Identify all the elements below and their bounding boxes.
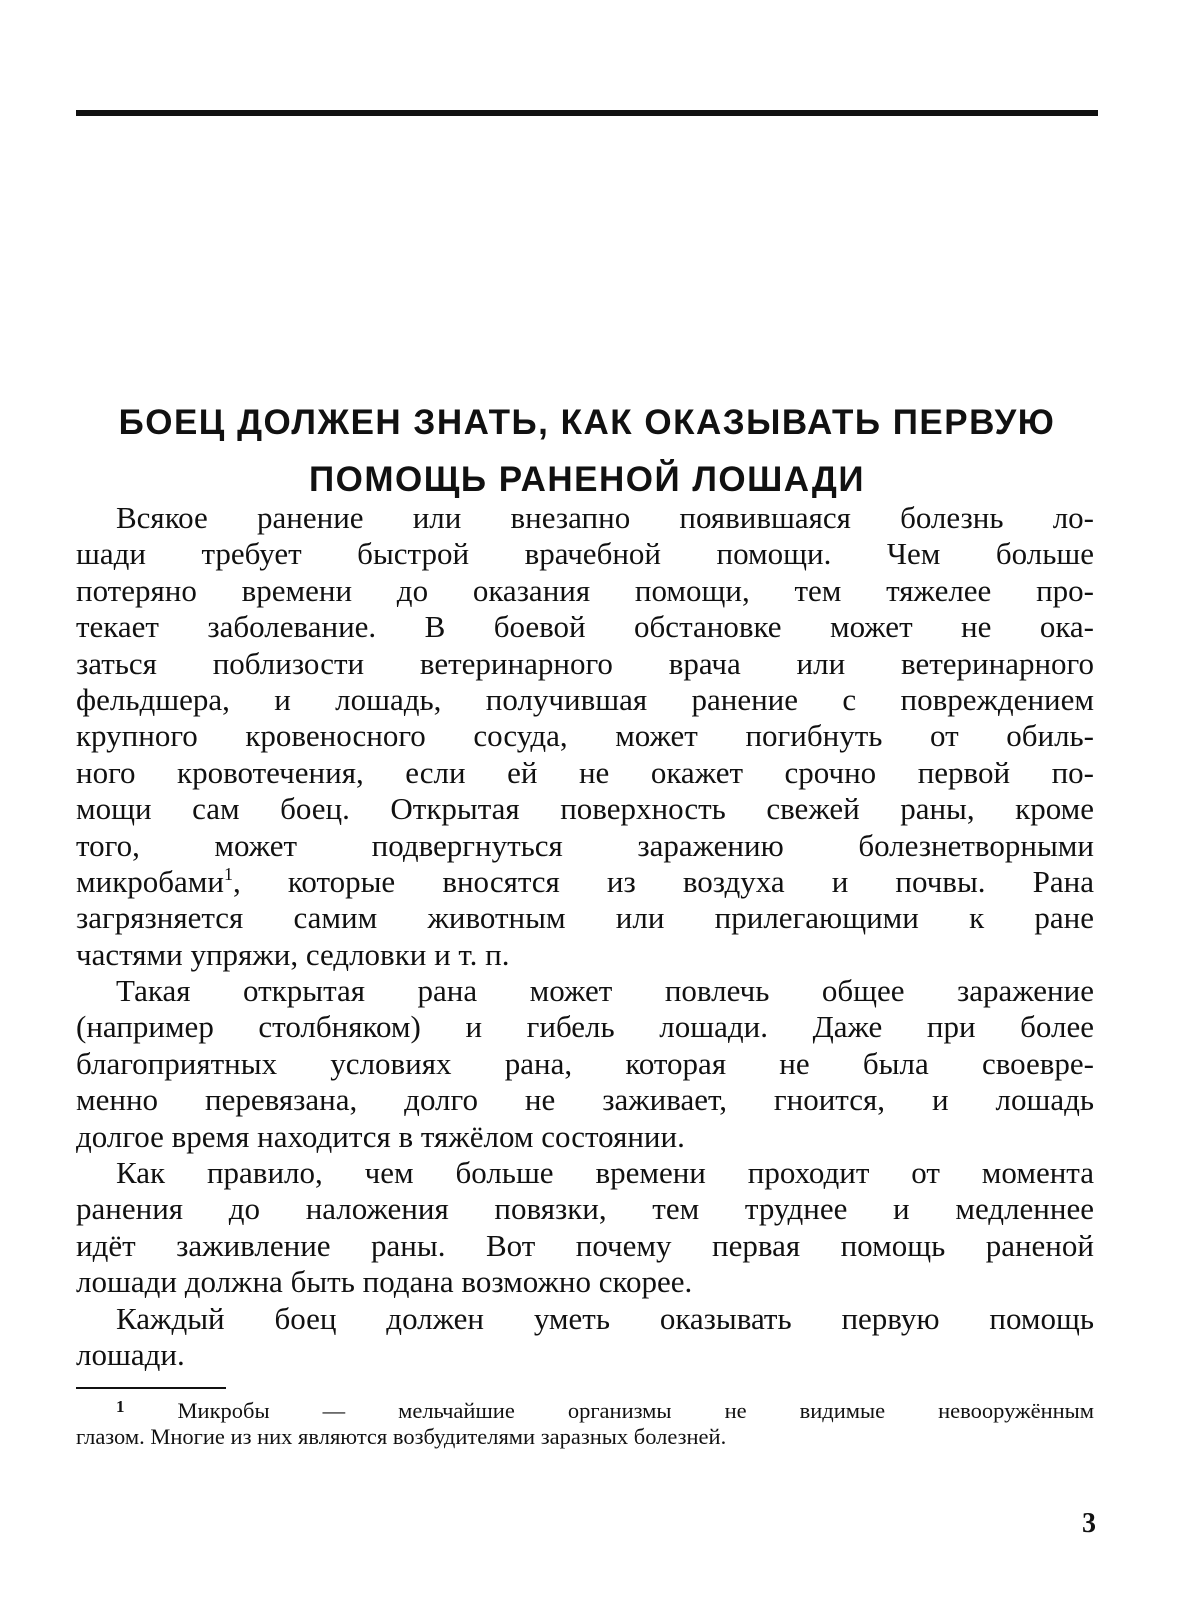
text-line: менно перевязана, долго не заживает, гноится, и лошадь: [76, 1082, 1094, 1118]
text-line: лошади.: [76, 1336, 185, 1372]
text-line: Как правило, чем больше времени проходит от момента: [116, 1155, 1094, 1191]
text-line: Такая открытая рана может повлечь общее заражение: [116, 973, 1094, 1009]
text-line: загрязняется самим животным или прилегающими к ране: [76, 900, 1094, 936]
page-title: [76, 394, 1098, 508]
top-rule: [76, 110, 1098, 116]
footnote: [76, 1392, 1094, 1452]
text-line: Каждый боец должен уметь оказывать первую помощь: [116, 1300, 1094, 1336]
text-line: шади требует быстрой врачебной помощи. Чем больше: [76, 536, 1094, 572]
text-line: заться поблизости ветеринарного врача или ветеринарного: [76, 645, 1094, 681]
paragraph-1: [76, 500, 1094, 973]
text-line: идёт заживление раны. Вот почему первая помощь раненой: [76, 1227, 1094, 1263]
body-text: [76, 500, 1094, 1373]
text-line: долгое время находится в тяжёлом состоянии.: [76, 1118, 685, 1154]
paragraph-2: [76, 973, 1094, 1155]
text-line: текает заболевание. В боевой обстановке может не ока-: [76, 609, 1094, 645]
text-line: лошади должна быть подана возможно скорее.: [76, 1264, 693, 1300]
paragraph-3: [76, 1155, 1094, 1301]
text-line: Всякое ранение или внезапно появившаяся болезнь ло-: [116, 500, 1094, 535]
footnote-text: Микробы — мельчайшие организмы не видимые невооружённым: [124, 1398, 1094, 1423]
text-line: благоприятных условиях рана, которая не была своевре-: [76, 1045, 1094, 1081]
title-line-1: БОЕЦ ДОЛЖЕН ЗНАТЬ, КАК ОКАЗЫВАТЬ ПЕРВУЮ: [118, 403, 1056, 442]
footnote-number: 1: [116, 1397, 125, 1416]
text-line: ранения до наложения повязки, тем труднее и медленнее: [76, 1191, 1094, 1227]
text-line: того, может подвергнуться заражению болезнетворными: [76, 827, 1094, 863]
text-line: (например столбняком) и гибель лошади. Даже при более: [76, 1009, 1094, 1045]
footnote-line: [76, 1392, 1094, 1422]
footnote-line: глазом. Многие из них являются возбудителями заразных болезней.: [76, 1424, 727, 1449]
title-line-2: ПОМОЩЬ РАНЕНОЙ ЛОШАДИ: [309, 460, 865, 499]
text-line: крупного кровеносного сосуда, может погибнуть от обиль-: [76, 718, 1094, 754]
text-line: мощи сам боец. Открытая поверхность свежей раны, кроме: [76, 791, 1094, 827]
footnote-divider: [76, 1387, 226, 1389]
text-line: потеряно времени до оказания помощи, тем тяжелее про-: [76, 572, 1094, 608]
text-line: ного кровотечения, если ей не окажет срочно первой по-: [76, 754, 1094, 790]
page-number: 3: [1082, 1508, 1096, 1539]
text-line: фельдшера, и лошадь, получившая ранение с повреждением: [76, 681, 1094, 717]
footnote-marker: 1: [224, 863, 234, 884]
text-segment: микробами: [76, 863, 225, 899]
text-line: частями упряжи, седловки и т. п.: [76, 936, 510, 972]
paragraph-4: [76, 1301, 1094, 1374]
text-line: [76, 864, 1094, 900]
text-segment: , которые вносятся из воздуха и почвы. Рана: [233, 863, 1094, 899]
